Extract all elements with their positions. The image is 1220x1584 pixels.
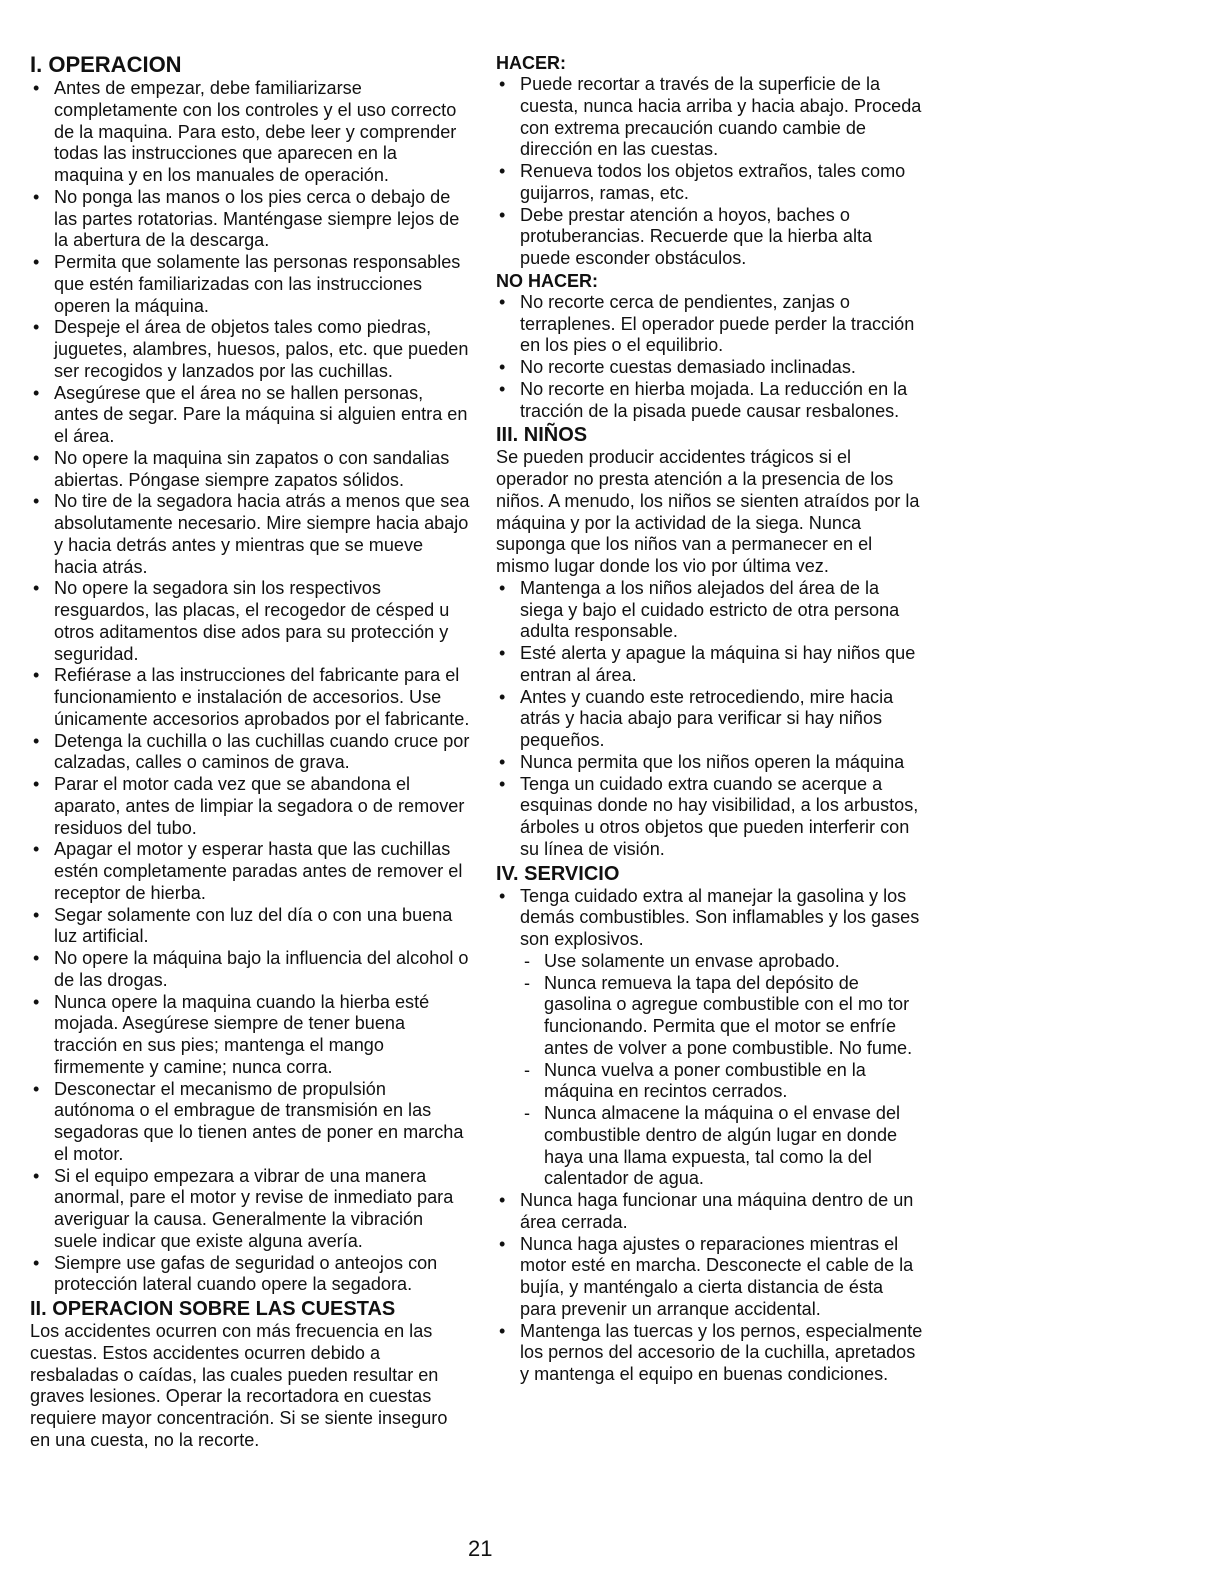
list-item-text: Tenga cuidado extra al manejar la gasolina y los demás combustibles. Son inflamables y los gases son explosivos. (520, 885, 920, 949)
list-item: • Debe prestar atención a hoyos, baches o protuberancias. Recuerde que la hierba alta puede esconder obstáculos. (496, 205, 924, 270)
list-item: • Segar solamente con luz del día o con una buena luz artificial. (30, 905, 470, 949)
list-item: • Antes y cuando este retrocediendo, mire hacia atrás y hacia abajo para verificar si hay niños pequeños. (496, 687, 924, 752)
list-item: • Tenga un cuidado extra cuando se acerque a esquinas donde no hay visibilidad, a los arbustos, árboles u otros objetos que pueden interferir con su línea de visión. (496, 774, 924, 861)
list-item: • Mantenga a los niños alejados del área de la siega y bajo el cuidado estricto de otra persona adulta responsable. (496, 578, 924, 643)
list-item (496, 886, 924, 1191)
list-item: • Despeje el área de objetos tales como piedras, juguetes, alambres, huesos, palos, etc. que pueden ser recogidos y lanzados por las cuchillas. (30, 317, 470, 382)
left-column (30, 52, 470, 1452)
hacer-list (496, 74, 924, 270)
list-item: • Parar el motor cada vez que se abandona el aparato, antes de limpiar la segadora o de remover residuos del tubo. (30, 774, 470, 839)
list-item: • Renueva todos los objetos extraños, tales como guijarros, ramas, etc. (496, 161, 924, 205)
sub-list-item: - Nunca almacene la máquina o el envase del combustible dentro de algún lugar en donde haya una llama expuesta, tal como la del calentador de agua. (522, 1103, 924, 1190)
ninos-list (496, 578, 924, 861)
right-column (496, 52, 924, 1386)
list-item: • Desconectar el mecanismo de propulsión autónoma o el embrague de transmisión en las segadoras que lo tienen antes de poner en marcha el motor. (30, 1079, 470, 1166)
list-item: • Antes de empezar, debe familiarizarse completamente con los controles y el uso correcto de la maquina. Para esto, debe leer y comprender todas las instrucciones que aparecen en la maquina y en los manuales de operación. (30, 78, 470, 187)
list-item: • Permita que solamente las personas responsables que estén familiarizadas con las instrucciones operen la máquina. (30, 252, 470, 317)
list-item: • No opere la segadora sin los respectivos resguardos, las placas, el recogedor de césped u otros aditamentos dise ados para su protección y seguridad. (30, 578, 470, 665)
sub-list-item: - Nunca remueva la tapa del depósito de gasolina o agregue combustible con el mo tor funcionando. Permita que el motor se enfríe antes de volver a pone combustible. No fume. (522, 973, 924, 1060)
section-servicio-title: IV. SERVICIO (496, 862, 620, 885)
cuestas-intro: Los accidentes ocurren con más frecuencia en las cuestas. Estos accidentes ocurren debido a resbaladas o caídas, las cuales pueden resultar en graves lesiones. Operar la recortadora en cuestas requiere mayor concentración. Si se siente inseguro en una cuesta, no la recorte. (30, 1321, 448, 1450)
list-item: • Apagar el motor y esperar hasta que las cuchillas estén completamente paradas antes de remover el receptor de hierba. (30, 839, 470, 904)
operacion-list (30, 78, 470, 1296)
list-item: • Puede recortar a través de la superficie de la cuesta, nunca hacia arriba y hacia abajo. Proceda con extrema precaución cuando cambie de dirección en las cuestas. (496, 74, 924, 161)
list-item: • Si el equipo empezara a vibrar de una manera anormal, pare el motor y revise de inmediato para averiguar la causa. Generalmente la vibración suele indicar que existe alguna avería. (30, 1166, 470, 1253)
no-hacer-list (496, 292, 924, 423)
list-item: • Nunca haga ajustes o reparaciones mientras el motor esté en marcha. Desconecte el cable de la bujía, y manténgalo a cierta distancia de ésta para prevenir un arranque accidental. (496, 1234, 924, 1321)
sub-list-item: - Nunca vuelva a poner combustible en la máquina en recintos cerrados. (522, 1060, 924, 1104)
no-hacer-heading: NO HACER: (496, 270, 598, 291)
hacer-heading: HACER: (496, 53, 566, 73)
list-item: • Asegúrese que el área no se hallen personas, antes de segar. Pare la máquina si alguien entra en el área. (30, 383, 470, 448)
page-number: 21 (468, 1536, 493, 1561)
section-cuestas-title: II. OPERACION SOBRE LAS CUESTAS (30, 1298, 396, 1320)
list-item: • Nunca opere la maquina cuando la hierba esté mojada. Asegúrese siempre de tener buena tracción en sus pies; mantenga el mango firmemente y camine; nunca corra. (30, 992, 470, 1079)
list-item: • No recorte en hierba mojada. La reducción en la tracción de la pisada puede causar resbalones. (496, 379, 924, 423)
servicio-list (496, 886, 924, 1386)
section-operacion-title: I. OPERACION (30, 52, 182, 77)
list-item: • Nunca permita que los niños operen la máquina (496, 752, 924, 774)
sub-list-item: - Use solamente un envase aprobado. (522, 951, 924, 973)
list-item: • No opere la máquina bajo la influencia del alcohol o de las drogas. (30, 948, 470, 992)
ninos-intro: Se pueden producir accidentes trágicos si el operador no presta atención a la presencia de los niños. A menudo, los niños se sienten atraídos por la máquina y por la actividad de la siega. Nunca suponga que los niños van a permanecer en el mismo lugar donde los vio por última vez. (496, 447, 920, 576)
list-item: • No recorte cuestas demasiado inclinadas. (496, 357, 924, 379)
list-item: • Esté alerta y apague la máquina si hay niños que entran al área. (496, 643, 924, 687)
list-item: • No ponga las manos o los pies cerca o debajo de las partes rotatorias. Manténgase siempre lejos de la abertura de la descarga. (30, 187, 470, 252)
list-item: • No opere la maquina sin zapatos o con sandalias abiertas. Póngase siempre zapatos sólidos. (30, 448, 470, 492)
list-item: • No recorte cerca de pendientes, zanjas o terraplenes. El operador puede perder la tracción en los pies o el equilibrio. (496, 292, 924, 357)
list-item: • Siempre use gafas de seguridad o anteojos con protección lateral cuando opere la segadora. (30, 1253, 470, 1297)
list-item: • Detenga la cuchilla o las cuchillas cuando cruce por calzadas, calles o caminos de grava. (30, 731, 470, 775)
list-item: • Refiérase a las instrucciones del fabricante para el funcionamiento e instalación de accesorios. Use únicamente accesorios aprobados por el fabricante. (30, 665, 470, 730)
servicio-sublist (522, 951, 924, 1190)
section-ninos-title: III. NIÑOS (496, 424, 588, 447)
list-item: • No tire de la segadora hacia atrás a menos que sea absolutamente necesario. Mire siempre hacia abajo y hacia detrás antes y mientras que se mueve hacia atrás. (30, 491, 470, 578)
list-item: • Mantenga las tuercas y los pernos, especialmente los pernos del accesorio de la cuchilla, apretados y mantenga el equipo en buenas condiciones. (496, 1321, 924, 1386)
list-item: • Nunca haga funcionar una máquina dentro de un área cerrada. (496, 1190, 924, 1234)
